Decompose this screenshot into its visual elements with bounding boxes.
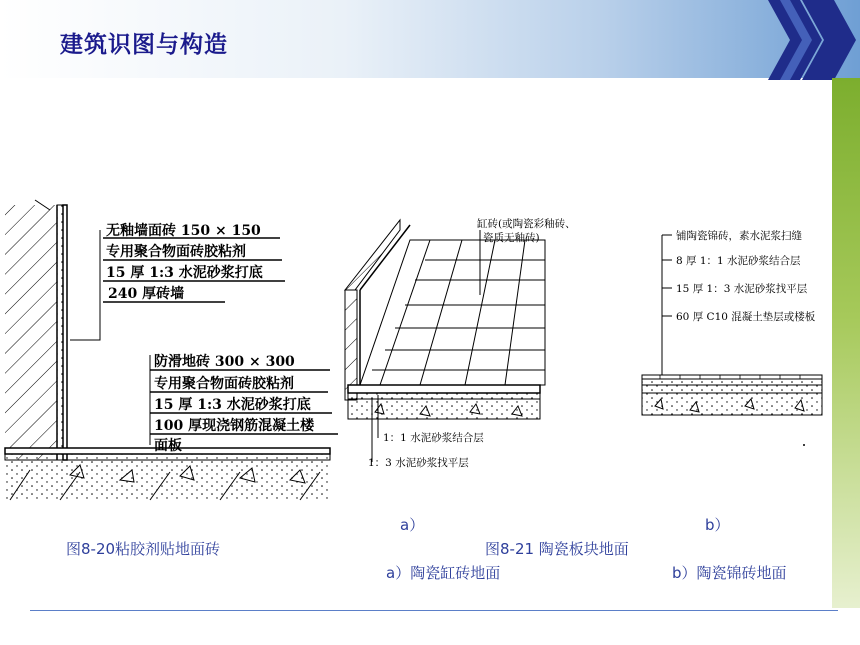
label-cylinder-brick-cont: 瓷质无釉砖) bbox=[483, 232, 540, 244]
figure-8-21a-drawing bbox=[345, 217, 576, 469]
caption-sub-a: a）陶瓷缸砖地面 bbox=[386, 564, 501, 582]
label-floor-tile: 防滑地砖 300 × 300 bbox=[154, 354, 295, 370]
caption-a-mark: a） bbox=[400, 516, 425, 534]
label-mosaic-tile: 铺陶瓷锦砖，素水泥浆扫缝 bbox=[676, 230, 802, 242]
label-cylinder-brick: 缸砖(或陶瓷彩釉砖、 bbox=[477, 218, 576, 230]
label-floor-adhesive: 专用聚合物面砖胶粘剂 bbox=[154, 376, 294, 392]
label-slab-cont: 面板 bbox=[154, 438, 182, 454]
label-8mm-bond: 8 厚 1：1 水泥砂浆结合层 bbox=[676, 255, 801, 267]
caption-fig-8-21: 图8-21 陶瓷板块地面 bbox=[485, 540, 629, 558]
label-wall-adhesive: 专用聚合物面砖胶粘剂 bbox=[106, 244, 246, 260]
label-level-layer: 1：3 水泥砂浆找平层 bbox=[368, 457, 469, 469]
label-floor-mortar: 15 厚 1:3 水泥砂浆打底 bbox=[154, 397, 311, 413]
figure-8-21b-drawing bbox=[642, 229, 822, 446]
caption-sub-b: b）陶瓷锦砖地面 bbox=[672, 564, 787, 582]
page-title: 建筑识图与构造 bbox=[60, 32, 228, 58]
caption-b-mark: b） bbox=[705, 516, 730, 534]
figure-8-20-drawing bbox=[5, 200, 338, 500]
label-brick-wall: 240 厚砖墙 bbox=[108, 286, 185, 302]
side-accent-bar bbox=[832, 78, 860, 608]
caption-fig-8-20: 图8-20粘胶剂贴地面砖 bbox=[66, 540, 221, 558]
chevron-decoration-icon bbox=[760, 0, 860, 80]
label-60mm-concrete: 60 厚 C10 混凝土垫层或楼板 bbox=[676, 311, 816, 323]
footer-divider bbox=[30, 610, 838, 611]
construction-figures bbox=[0, 180, 830, 510]
label-wall-mortar: 15 厚 1:3 水泥砂浆打底 bbox=[106, 265, 263, 281]
label-15mm-level: 15 厚 1：3 水泥砂浆找平层 bbox=[676, 283, 808, 295]
label-bond-layer: 1：1 水泥砂浆结合层 bbox=[383, 432, 484, 444]
label-concrete-slab: 100 厚现浇钢筋混凝土楼 bbox=[154, 418, 315, 434]
label-wall-tile: 无釉墙面砖 150 × 150 bbox=[106, 223, 261, 239]
